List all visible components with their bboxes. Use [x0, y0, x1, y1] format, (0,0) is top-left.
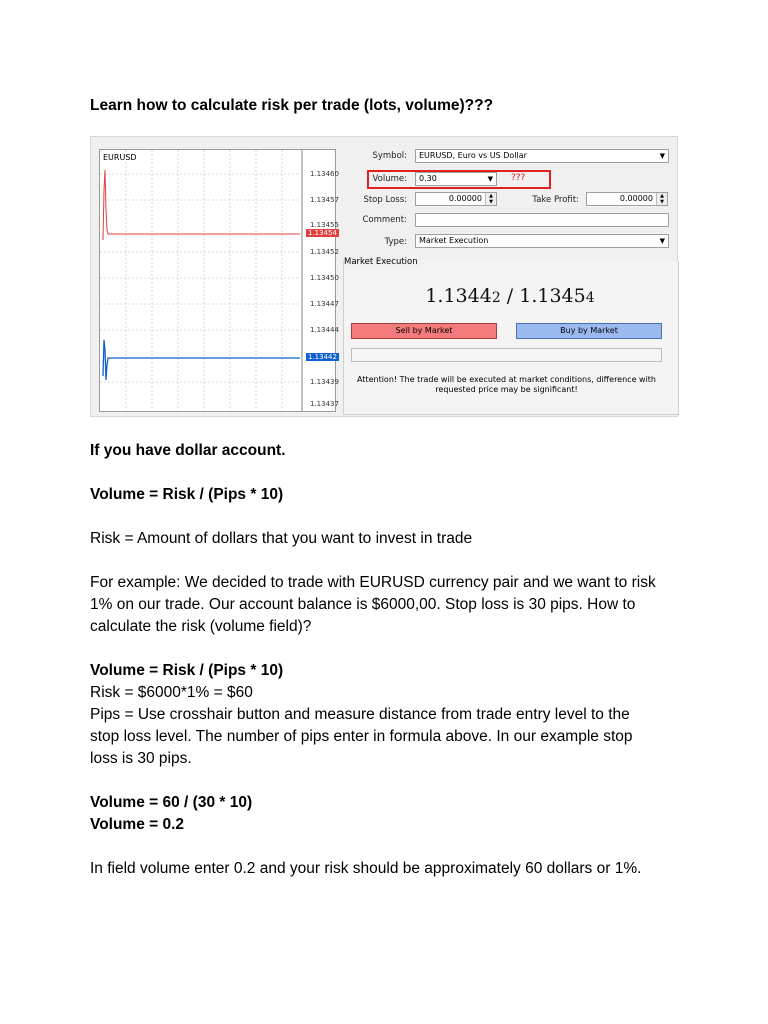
symbol-select[interactable] [415, 149, 669, 163]
volume-annotation: ??? [511, 173, 526, 183]
takeprofit-input[interactable] [586, 192, 668, 206]
pips-line: stop loss level. The number of pips enter in formula above. In our example stop [90, 728, 633, 745]
attention-note: Attention! The trade will be executed at market conditions, difference with requested price may be significant! [356, 375, 657, 394]
conclusion: In field volume enter 0.2 and your risk should be approximately 60 dollars or 1%. [90, 860, 642, 877]
stoploss-label: Stop Loss: [363, 195, 407, 205]
price-tick: 1.13460 [310, 170, 339, 178]
spinner-icon[interactable]: ▲ ▼ [485, 193, 496, 205]
price-tick: 1.13439 [310, 378, 339, 386]
type-label: Type: [384, 237, 407, 247]
ask-price: 1.1345 [519, 285, 586, 307]
risk-definition: Risk = Amount of dollars that you want to invest in trade [90, 530, 473, 547]
quote-display [343, 285, 677, 307]
price-tick: 1.13450 [310, 274, 339, 282]
ask-line [103, 170, 300, 240]
bid-price: 1.1344 [425, 285, 492, 307]
type-value: Market Execution [419, 236, 489, 245]
execution-progress-bar [351, 348, 662, 362]
order-dialog-screenshot [90, 136, 678, 417]
volume-value: 0.30 [419, 174, 437, 183]
takeprofit-value: 0.00000 [619, 194, 653, 203]
comment-label: Comment: [362, 215, 407, 225]
dollar-account-heading: If you have dollar account. [90, 442, 286, 459]
example-line: For example: We decided to trade with EURUSD currency pair and we want to risk [90, 574, 656, 591]
volume-label: Volume: [372, 174, 407, 184]
price-tick: 1.13452 [310, 248, 339, 256]
chart-lines [100, 150, 335, 411]
calculation-line: Volume = 60 / (30 * 10) [90, 794, 253, 811]
price-tick: 1.13457 [310, 196, 339, 204]
price-tick: 1.13444 [310, 326, 339, 334]
price-tick: 1.13447 [310, 300, 339, 308]
example-line: calculate the risk (volume field)? [90, 618, 312, 635]
chevron-down-icon: ▼ [487, 175, 493, 183]
stoploss-input[interactable] [415, 192, 497, 206]
quote-separator: / [500, 285, 520, 307]
chevron-down-icon: ▼ [659, 152, 665, 160]
calculation-result: Volume = 0.2 [90, 816, 185, 833]
chevron-down-icon: ▼ [659, 237, 665, 245]
price-tick: 1.13437 [310, 400, 339, 408]
takeprofit-label: Take Profit: [532, 195, 579, 205]
market-execution-title: Market Execution [344, 257, 421, 267]
price-chart [99, 149, 339, 412]
bid-line [103, 340, 300, 380]
symbol-value: EURUSD, Euro vs US Dollar [419, 151, 527, 160]
buy-by-market-button[interactable]: Buy by Market [516, 323, 662, 339]
ask-price-tag: 1.13454 [308, 229, 337, 237]
pips-line: Pips = Use crosshair button and measure distance from trade entry level to the [90, 706, 630, 723]
formula-line: Volume = Risk / (Pips * 10) [90, 662, 284, 679]
example-line: 1% on our trade. Our account balance is $6000,00. Stop loss is 30 pips. How to [90, 596, 636, 613]
bid-price-tag: 1.13442 [308, 353, 337, 361]
risk-calculation: Risk = $6000*1% = $60 [90, 684, 253, 701]
page-heading: Learn how to calculate risk per trade (lots, volume)??? [90, 97, 494, 114]
ask-pip: 4 [585, 290, 595, 306]
type-select[interactable] [415, 234, 669, 248]
sell-by-market-button[interactable]: Sell by Market [351, 323, 497, 339]
pips-line: loss is 30 pips. [90, 750, 192, 767]
bid-pip: 2 [491, 290, 501, 306]
comment-input[interactable] [415, 213, 669, 227]
symbol-label: Symbol: [372, 151, 407, 161]
price-tick: 1.13455 [310, 221, 339, 229]
stoploss-value: 0.00000 [448, 194, 482, 203]
chart-symbol: EURUSD [103, 153, 137, 162]
formula-line: Volume = Risk / (Pips * 10) [90, 486, 284, 503]
spinner-icon[interactable]: ▲ ▼ [656, 193, 667, 205]
